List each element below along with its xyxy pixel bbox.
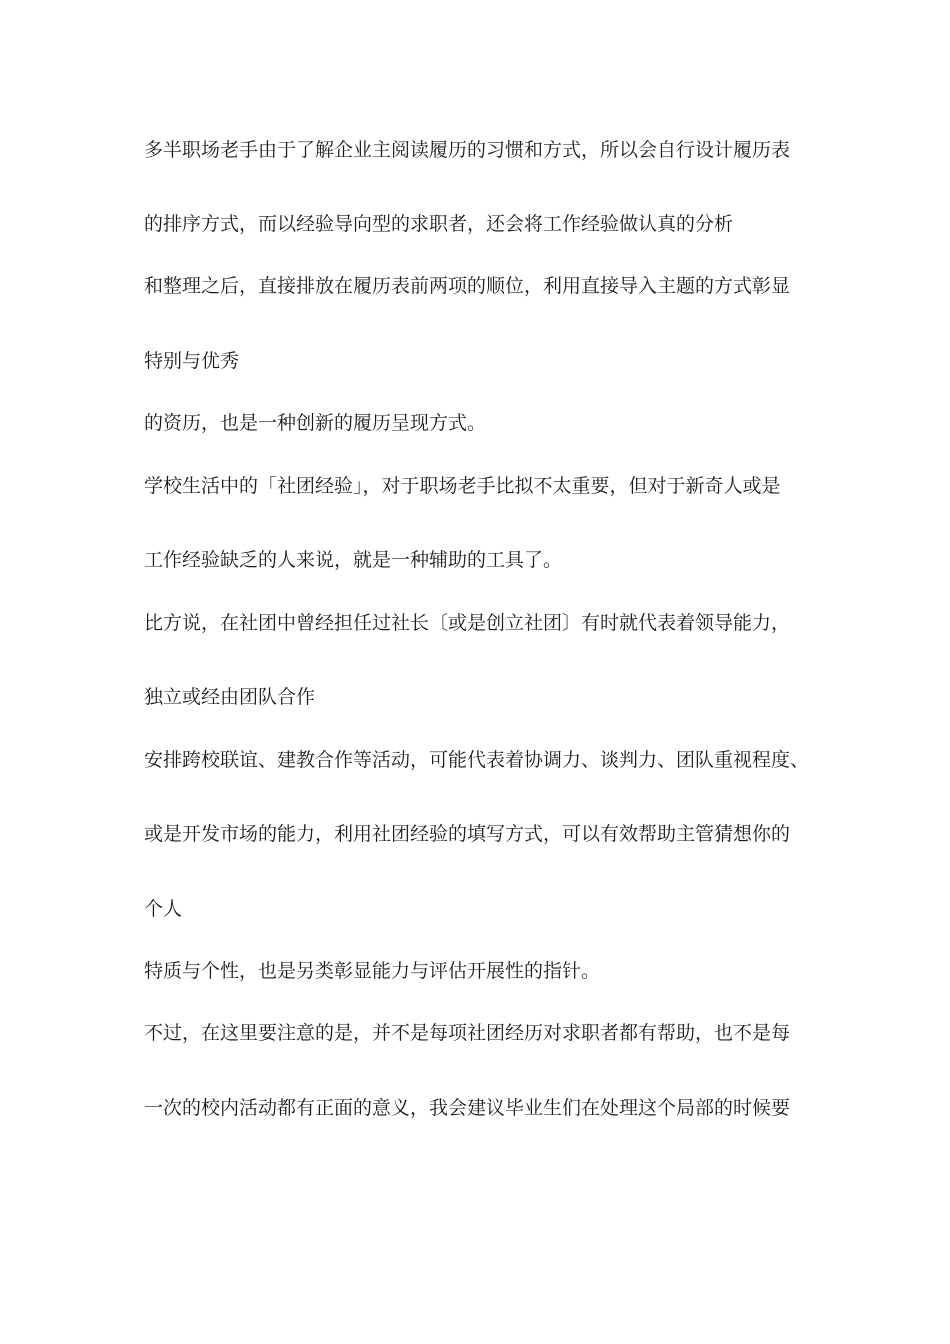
text-line: 多半职场老手由于了解企业主阅读履历的习惯和方式，所以会自行设计履历表 <box>144 139 791 161</box>
text-line: 安排跨校联谊、建教合作等活动，可能代表着协调力、谈判力、团队重视程度、 <box>144 749 810 771</box>
text-line: 学校生活中的「社团经验」，对于职场老手比拟不太重要，但对于新奇人或是 <box>144 475 781 497</box>
text-line: 或是开发市场的能力，利用社团经验的填写方式，可以有效帮助主管猜想你的 <box>144 823 791 845</box>
text-line: 和整理之后，直接排放在履历表前两项的顺位，利用直接导入主题的方式彰显 <box>144 275 791 297</box>
text-line: 的资历，也是一种创新的履历呈现方式。 <box>144 412 487 434</box>
text-line: 比方说，在社团中曾经担任过社长〔或是创立社团〕有时就代表着领导能力， <box>144 612 791 634</box>
text-line: 特别与优秀 <box>144 350 240 372</box>
text-line: 独立或经由团队合作 <box>144 686 316 708</box>
text-line: 不过，在这里要注意的是，并不是每项社团经历对求职者都有帮助，也不是每 <box>144 1022 791 1044</box>
text-line: 特质与个性，也是另类彰显能力与评估开展性的指针。 <box>144 960 601 982</box>
text-line: 个人 <box>144 898 183 920</box>
text-line: 一次的校内活动都有正面的意义，我会建议毕业生们在处理这个局部的时候要 <box>144 1097 791 1119</box>
text-line: 的排序方式，而以经验导向型的求职者，还会将工作经验做认真的分析 <box>144 213 734 235</box>
text-line: 工作经验缺乏的人来说，就是一种辅助的工具了。 <box>144 549 563 571</box>
